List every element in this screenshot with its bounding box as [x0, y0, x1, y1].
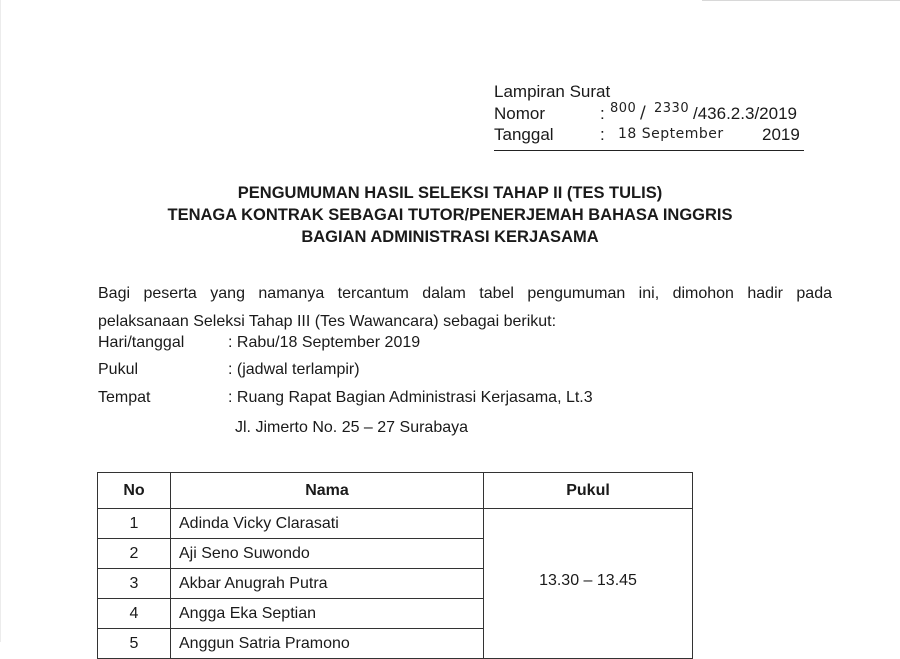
row-nama: Adinda Vicky Clarasati: [171, 509, 484, 539]
pukul-value: : (jadwal terlampir): [228, 361, 360, 378]
row-no: 3: [98, 569, 171, 599]
row-nama: Anggun Satria Pramono: [171, 629, 484, 659]
row-pukul-group: 13.30 – 13.45: [484, 509, 693, 659]
tanggal-colon: :: [600, 125, 605, 144]
row-nama: Akbar Anugrah Putra: [171, 569, 484, 599]
scan-edge-left: [0, 0, 1, 642]
header-no: No: [98, 473, 171, 509]
intro-paragraph: [98, 280, 832, 336]
tanggal-handwritten: 18 September: [618, 126, 724, 142]
announcement-title: [0, 182, 900, 248]
nomor-handwritten-2: 2330: [654, 101, 690, 116]
intro-line-2: pelaksanaan Seleksi Tahap III (Tes Wawancara) sebagai berikut:: [98, 313, 557, 330]
scan-edge-top: [702, 0, 900, 1]
participant-table: [97, 472, 693, 659]
row-nama: Angga Eka Septian: [171, 599, 484, 629]
tanggal-year: 2019: [762, 125, 800, 144]
nomor-label: Nomor: [494, 104, 546, 123]
intro-line-1: Bagi peserta yang namanya tercantum dalam tabel pengumuman ini, dimohon hadir pada: [98, 285, 832, 302]
attachment-underline: [494, 150, 804, 151]
title-line-3: BAGIAN ADMINISTRASI KERJASAMA: [301, 228, 599, 246]
table-header-row: [98, 473, 693, 509]
row-no: 4: [98, 599, 171, 629]
title-line-2: TENAGA KONTRAK SEBAGAI TUTOR/PENERJEMAH BAHASA INGGRIS: [167, 206, 733, 224]
row-no: 1: [98, 509, 171, 539]
header-nama: Nama: [171, 473, 484, 509]
nomor-printed: /436.2.3/2019: [693, 104, 797, 123]
row-no: 2: [98, 539, 171, 569]
nomor-slash: /: [640, 103, 647, 123]
hari-value: : Rabu/18 September 2019: [228, 334, 421, 351]
row-nama: Aji Seno Suwondo: [171, 539, 484, 569]
title-line-1: PENGUMUMAN HASIL SELEKSI TAHAP II (TES TULIS): [237, 184, 663, 202]
pukul-label: Pukul: [98, 361, 139, 378]
row-no: 5: [98, 629, 171, 659]
tempat-value-1: : Ruang Rapat Bagian Administrasi Kerjasama, Lt.3: [228, 389, 593, 406]
attachment-heading: Lampiran Surat: [494, 82, 611, 101]
table-row: [98, 509, 693, 539]
tempat-value-2: Jl. Jimerto No. 25 – 27 Surabaya: [235, 419, 469, 436]
tempat-label: Tempat: [98, 389, 151, 406]
nomor-handwritten-1: 800: [610, 101, 637, 116]
nomor-colon: :: [600, 104, 605, 123]
header-pukul: Pukul: [484, 473, 693, 509]
tanggal-label: Tanggal: [494, 125, 554, 144]
hari-label: Hari/tanggal: [98, 334, 185, 351]
